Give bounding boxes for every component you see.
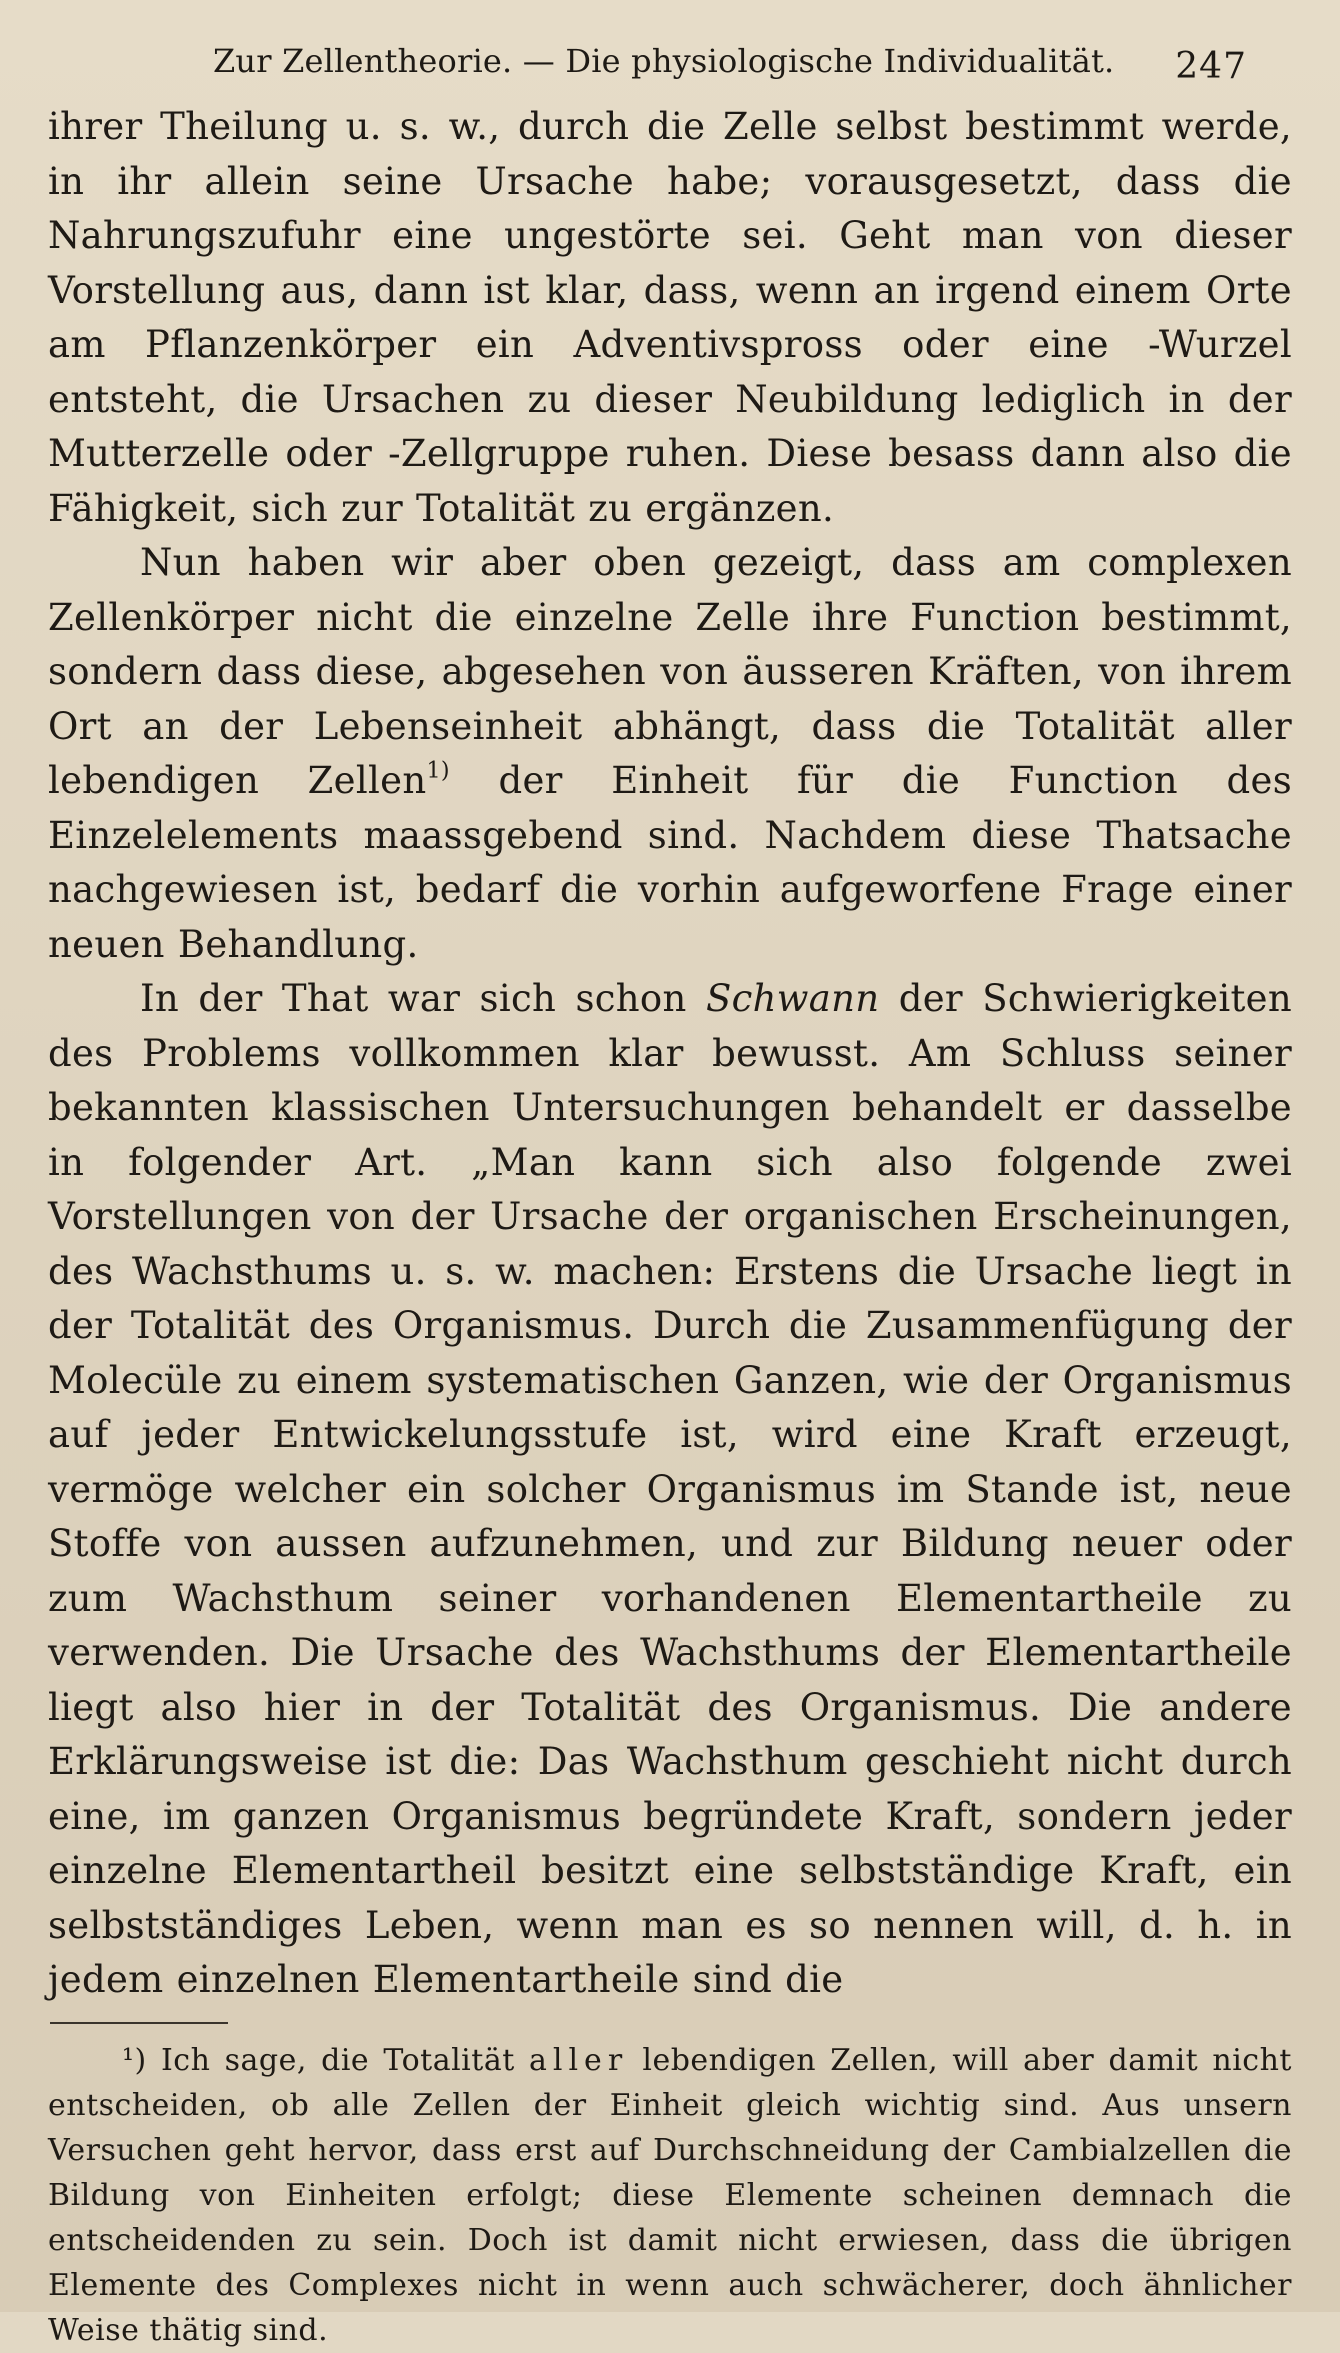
footnote-text: Ich sage, die Totalität xyxy=(146,2042,529,2078)
running-title: Zur Zellentheorie. — Die physiologische Individualität. xyxy=(213,42,1115,80)
footnote xyxy=(48,2038,1292,2353)
footnote-divider xyxy=(50,2022,228,2024)
paragraph-text: der Schwierigkeiten des Problems vollkommen klar bewusst. Am Schluss seiner bekannten klassischen Untersuchungen behandelt er dasselbe in folgender Art. „Man kann sich also folgende zwei Vorstellungen von der Ursache der organischen Erscheinungen, des Wachsthums u. s. w. machen: Erstens die Ursache liegt in der Totalität des Organismus. Durch die Zusammenfügung der Molecüle zu einem systematischen Ganzen, wie der Organismus auf jeder Entwickelungsstufe ist, wird eine Kraft erzeugt, vermöge welcher ein solcher Organismus im Stande ist, neue Stoffe von aussen aufzunehmen, und zur Bildung neuer oder zum Wachsthum seiner vorhandenen Elementartheile zu verwenden. Die Ursache des Wachsthums der Elementartheile liegt also hier in der Totalität des Organismus. Die andere Erklärungsweise ist die: Das Wachsthum geschieht nicht durch eine, im ganzen Organismus begründete Kraft, sondern jeder einzelne Elementartheil besitzt eine selbstständige Kraft, ein selbstständiges Leben, wenn man es so nennen will, d. h. in jedem einzelnen Elementartheile sind die xyxy=(48,977,1292,2001)
paragraph-2 xyxy=(48,536,1292,972)
footnote-emphasis: aller xyxy=(528,2042,629,2078)
paragraph-text: Nun haben wir aber oben gezeigt, dass am complexen Zellenkörper nicht die einzelne Zelle ihre Function bestimmt, sondern dass diese, abgesehen von äusseren Kräften, von ihrem Ort an der Lebenseinheit abhängt, dass die Totalität aller lebendigen Zellen xyxy=(48,541,1292,802)
footnote-reference: 1) xyxy=(426,757,450,784)
paragraph-3 xyxy=(48,972,1292,2008)
body-text xyxy=(48,100,1292,2008)
paragraph-1 xyxy=(48,100,1292,536)
footnote-marker: ¹) xyxy=(122,2042,147,2078)
page-number: 247 xyxy=(1175,46,1247,87)
page-header xyxy=(48,22,1292,100)
paragraph-text: der Einheit für die Function des Einzelelements maassgebend sind. Nachdem diese Thatsache nachgewiesen ist, bedarf die vorhin aufgeworfene Frage einer neuen Behandlung. xyxy=(48,759,1292,966)
paragraph-text: In der That war sich schon xyxy=(140,977,706,1020)
footnote-text: lebendigen Zellen, will aber damit nicht entscheiden, ob alle Zellen der Einheit gleich wichtig sind. Aus unsern Versuchen geht hervor, dass erst auf Durchschneidung der Cambialzellen die Bildung von Einheiten erfolgt; diese Elemente scheinen demnach die entscheidenden zu sein. Doch ist damit nicht erwiesen, dass die übrigen Elemente des Complexes nicht in wenn auch schwächerer, doch ähnlicher Weise thätig sind. xyxy=(48,2042,1292,2348)
paragraph-text: ihrer Theilung u. s. w., durch die Zelle selbst bestimmt werde, in ihr allein seine Ursache habe; vorausgesetzt, dass die Nahrungszufuhr eine ungestörte sei. Geht man von dieser Vorstellung aus, dann ist klar, dass, wenn an irgend einem Orte am Pflanzenkörper ein Adventivspross oder eine -Wurzel entsteht, die Ursachen zu dieser Neubildung lediglich in der Mutterzelle oder -Zellgruppe ruhen. Diese besass dann also die Fähigkeit, sich zur Totalität zu ergänzen. xyxy=(48,105,1292,530)
author-name-italic: Schwann xyxy=(705,977,880,1020)
